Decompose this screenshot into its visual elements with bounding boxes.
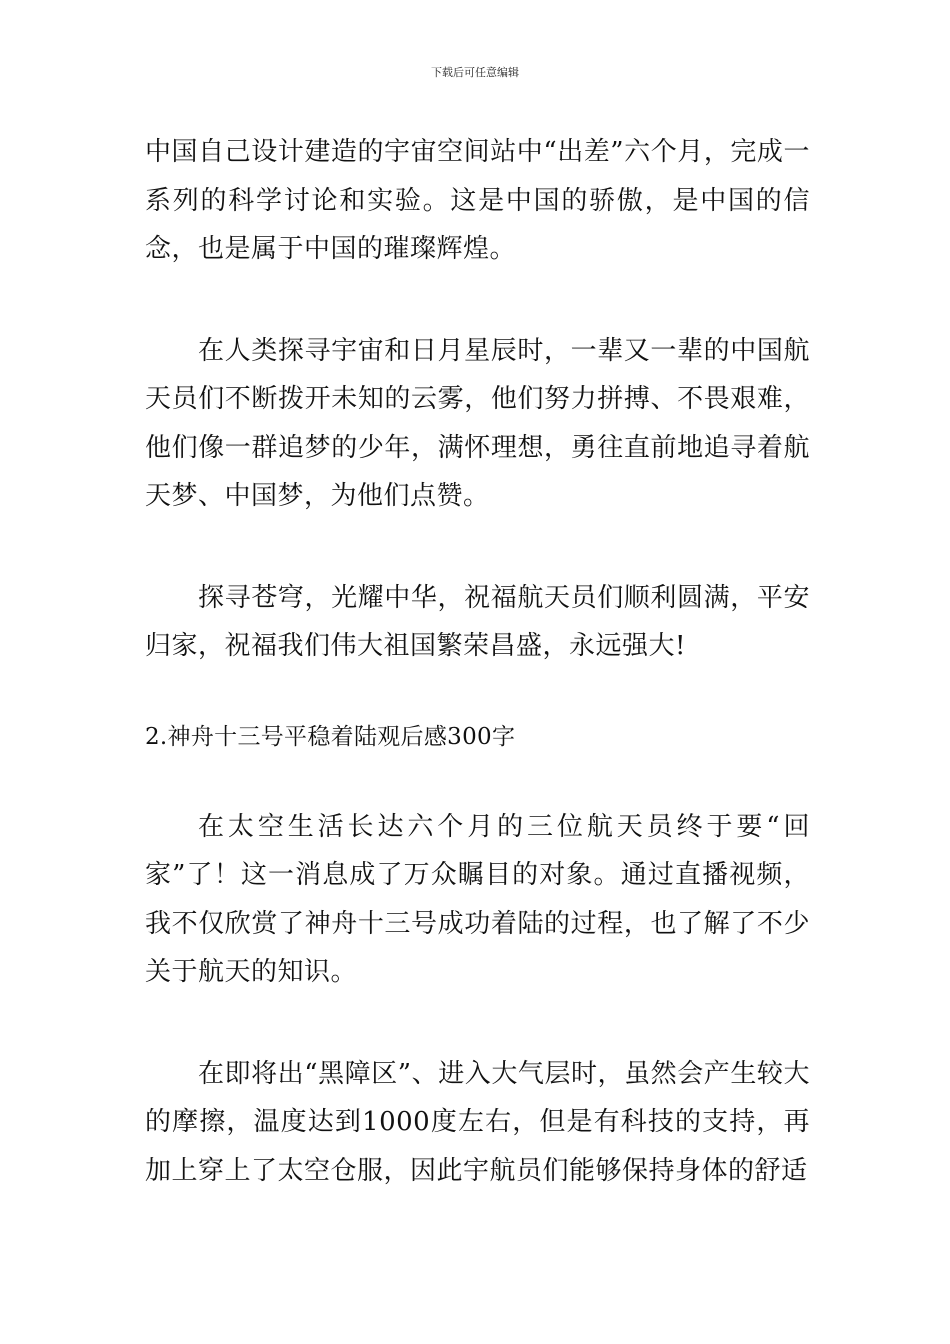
paragraph-astronauts: 在人类探寻宇宙和日月星辰时，一辈又一辈的中国航天员们不断拨开未知的云雾，他们努力拼搏、不畏艰难，他们像一群追梦的少年，满怀理想，勇往直前地追寻着航天梦、中国梦，为他们点赞。 — [145, 335, 810, 511]
section-heading: 2.神舟十三号平稳着陆观后感300字 — [145, 723, 516, 750]
document-body — [145, 128, 810, 1195]
page-header-note: 下载后可任意编辑 — [431, 66, 519, 79]
paragraph-continued: 中国自己设计建造的宇宙空间站中“出差”六个月，完成一系列的科学讨论和实验。这是中国的骄傲，是中国的信念，也是属于中国的璀璨辉煌。 — [145, 137, 810, 264]
paragraph-blackout-zone: 在即将出“黑障区”、进入大气层时，虽然会产生较大的摩擦，温度达到1000度左右，但是有科技的支持，再加上穿上了太空仓服，因此宇航员们能够保持身体的舒适 — [145, 1058, 810, 1186]
paragraph-blessing: 探寻苍穹，光耀中华，祝福航天员们顺利圆满，平安归家，祝福我们伟大祖国繁荣昌盛，永远强大! — [145, 582, 810, 661]
paragraph-return-home: 在太空生活长达六个月的三位航天员终于要“回家”了！这一消息成了万众瞩目的对象。通过直播视频，我不仅欣赏了神舟十三号成功着陆的过程，也了解了不少关于航天的知识。 — [145, 811, 810, 987]
